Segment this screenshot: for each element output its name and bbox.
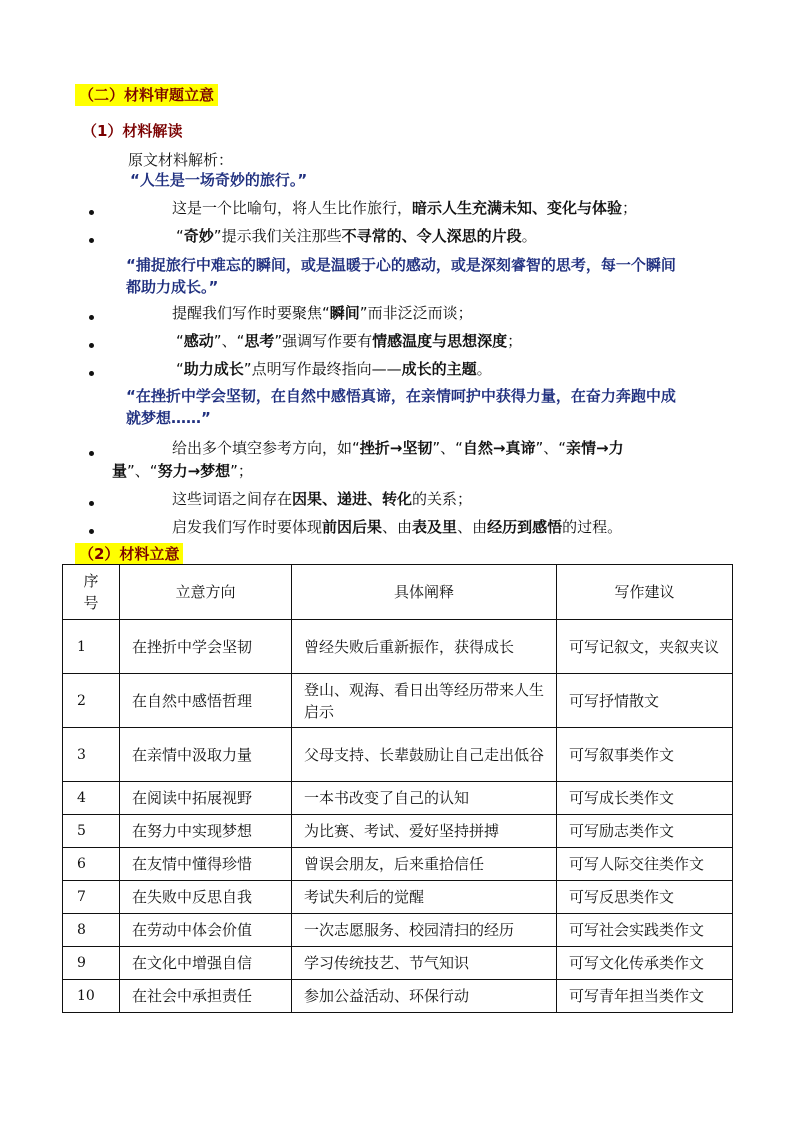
cell-number: 9 bbox=[63, 947, 120, 980]
bullet-dot bbox=[89, 371, 94, 376]
bullet-text: 这些词语之间存在因果、递进、转化的关系； bbox=[172, 490, 473, 508]
table-row bbox=[63, 881, 733, 914]
table-row bbox=[63, 728, 733, 782]
cell-theme: 在自然中感悟哲理 bbox=[120, 674, 292, 728]
table-row bbox=[63, 947, 733, 980]
table-row bbox=[63, 980, 733, 1013]
bullet-dot bbox=[89, 210, 94, 215]
intro-label: 原文材料解析： bbox=[128, 151, 234, 169]
subheading-material-theme: （2）材料立意 bbox=[75, 543, 183, 565]
cell-number: 3 bbox=[63, 728, 120, 782]
table-row bbox=[63, 782, 733, 815]
quote-2: “捕捉旅行中难忘的瞬间，或是温暖于心的感动，或是深刻睿智的思考，每一个瞬间 都助力成长。” bbox=[126, 256, 676, 296]
cell-suggestion: 可写社会实践类作文 bbox=[557, 914, 733, 947]
quote-3: “在挫折中学会坚韧，在自然中感悟真谛，在亲情呵护中获得力量，在奋力奔跑中成 就梦想……” bbox=[126, 387, 676, 427]
header-theme: 立意方向 bbox=[120, 565, 292, 620]
cell-theme: 在阅读中拓展视野 bbox=[120, 782, 292, 815]
bullet-text: 给出多个填空参考方向，如“挫折→坚韧”、“自然→真谛”、“亲情→力 量”、“努力→梦想”； bbox=[112, 439, 624, 480]
bullet-text: “感动”、“思考”强调写作要有情感温度与思想深度； bbox=[176, 332, 523, 350]
cell-number: 1 bbox=[63, 620, 120, 674]
header-suggestion: 写作建议 bbox=[557, 565, 733, 620]
cell-theme: 在亲情中汲取力量 bbox=[120, 728, 292, 782]
header-explanation: 具体阐释 bbox=[292, 565, 557, 620]
cell-number: 6 bbox=[63, 848, 120, 881]
cell-number: 4 bbox=[63, 782, 120, 815]
bullet-dot bbox=[89, 315, 94, 320]
cell-suggestion: 可写抒情散文 bbox=[557, 674, 733, 728]
cell-theme: 在文化中增强自信 bbox=[120, 947, 292, 980]
bullet-dot bbox=[89, 238, 94, 243]
cell-number: 5 bbox=[63, 815, 120, 848]
cell-theme: 在挫折中学会坚韧 bbox=[120, 620, 292, 674]
cell-number: 10 bbox=[63, 980, 120, 1013]
bullet-text: “奇妙”提示我们关注那些不寻常的、令人深思的片段。 bbox=[176, 227, 537, 245]
theme-table bbox=[62, 564, 733, 1013]
table-row bbox=[63, 674, 733, 728]
cell-number: 7 bbox=[63, 881, 120, 914]
bullet-text: 提醒我们写作时要聚焦“瞬间”而非泛泛而谈； bbox=[172, 304, 473, 322]
table-row bbox=[63, 848, 733, 881]
cell-explanation: 为比赛、考试、爱好坚持拼搏 bbox=[292, 815, 557, 848]
cell-suggestion: 可写青年担当类作文 bbox=[557, 980, 733, 1013]
cell-explanation: 父母支持、长辈鼓励让自己走出低谷 bbox=[292, 728, 557, 782]
bullet-dot bbox=[89, 529, 94, 534]
cell-suggestion: 可写文化传承类作文 bbox=[557, 947, 733, 980]
subheading-material-reading: （1）材料解读 bbox=[82, 122, 183, 140]
bullet-text: 启发我们写作时要体现前因后果、由表及里、由经历到感悟的过程。 bbox=[172, 518, 623, 536]
bullet-dot bbox=[89, 343, 94, 348]
cell-suggestion: 可写励志类作文 bbox=[557, 815, 733, 848]
cell-theme: 在努力中实现梦想 bbox=[120, 815, 292, 848]
cell-explanation: 学习传统技艺、节气知识 bbox=[292, 947, 557, 980]
cell-suggestion: 可写记叙文，夹叙夹议 bbox=[557, 620, 733, 674]
cell-suggestion: 可写成长类作文 bbox=[557, 782, 733, 815]
bullet-text: “助力成长”点明写作最终指向——成长的主题。 bbox=[176, 360, 492, 378]
quote-1: “人生是一场奇妙的旅行。” bbox=[130, 171, 308, 189]
cell-theme: 在失败中反思自我 bbox=[120, 881, 292, 914]
table-row bbox=[63, 620, 733, 674]
cell-explanation: 参加公益活动、环保行动 bbox=[292, 980, 557, 1013]
cell-suggestion: 可写反思类作文 bbox=[557, 881, 733, 914]
cell-theme: 在劳动中体会价值 bbox=[120, 914, 292, 947]
table-row bbox=[63, 914, 733, 947]
cell-theme: 在友情中懂得珍惜 bbox=[120, 848, 292, 881]
bullet-text: 这是一个比喻句，将人生比作旅行，暗示人生充满未知、变化与体验； bbox=[172, 199, 638, 217]
cell-explanation: 登山、观海、看日出等经历带来人生启示 bbox=[292, 674, 557, 728]
cell-number: 2 bbox=[63, 674, 120, 728]
cell-explanation: 曾误会朋友，后来重拾信任 bbox=[292, 848, 557, 881]
cell-explanation: 曾经失败后重新振作，获得成长 bbox=[292, 620, 557, 674]
cell-suggestion: 可写叙事类作文 bbox=[557, 728, 733, 782]
cell-explanation: 一次志愿服务、校园清扫的经历 bbox=[292, 914, 557, 947]
section-heading: （二）材料审题立意 bbox=[75, 84, 218, 106]
cell-number: 8 bbox=[63, 914, 120, 947]
cell-explanation: 考试失利后的觉醒 bbox=[292, 881, 557, 914]
bullet-dot bbox=[89, 451, 94, 456]
bullet-dot bbox=[89, 501, 94, 506]
cell-suggestion: 可写人际交往类作文 bbox=[557, 848, 733, 881]
cell-theme: 在社会中承担责任 bbox=[120, 980, 292, 1013]
cell-explanation: 一本书改变了自己的认知 bbox=[292, 782, 557, 815]
header-number: 序号 bbox=[63, 565, 120, 620]
table-row bbox=[63, 815, 733, 848]
